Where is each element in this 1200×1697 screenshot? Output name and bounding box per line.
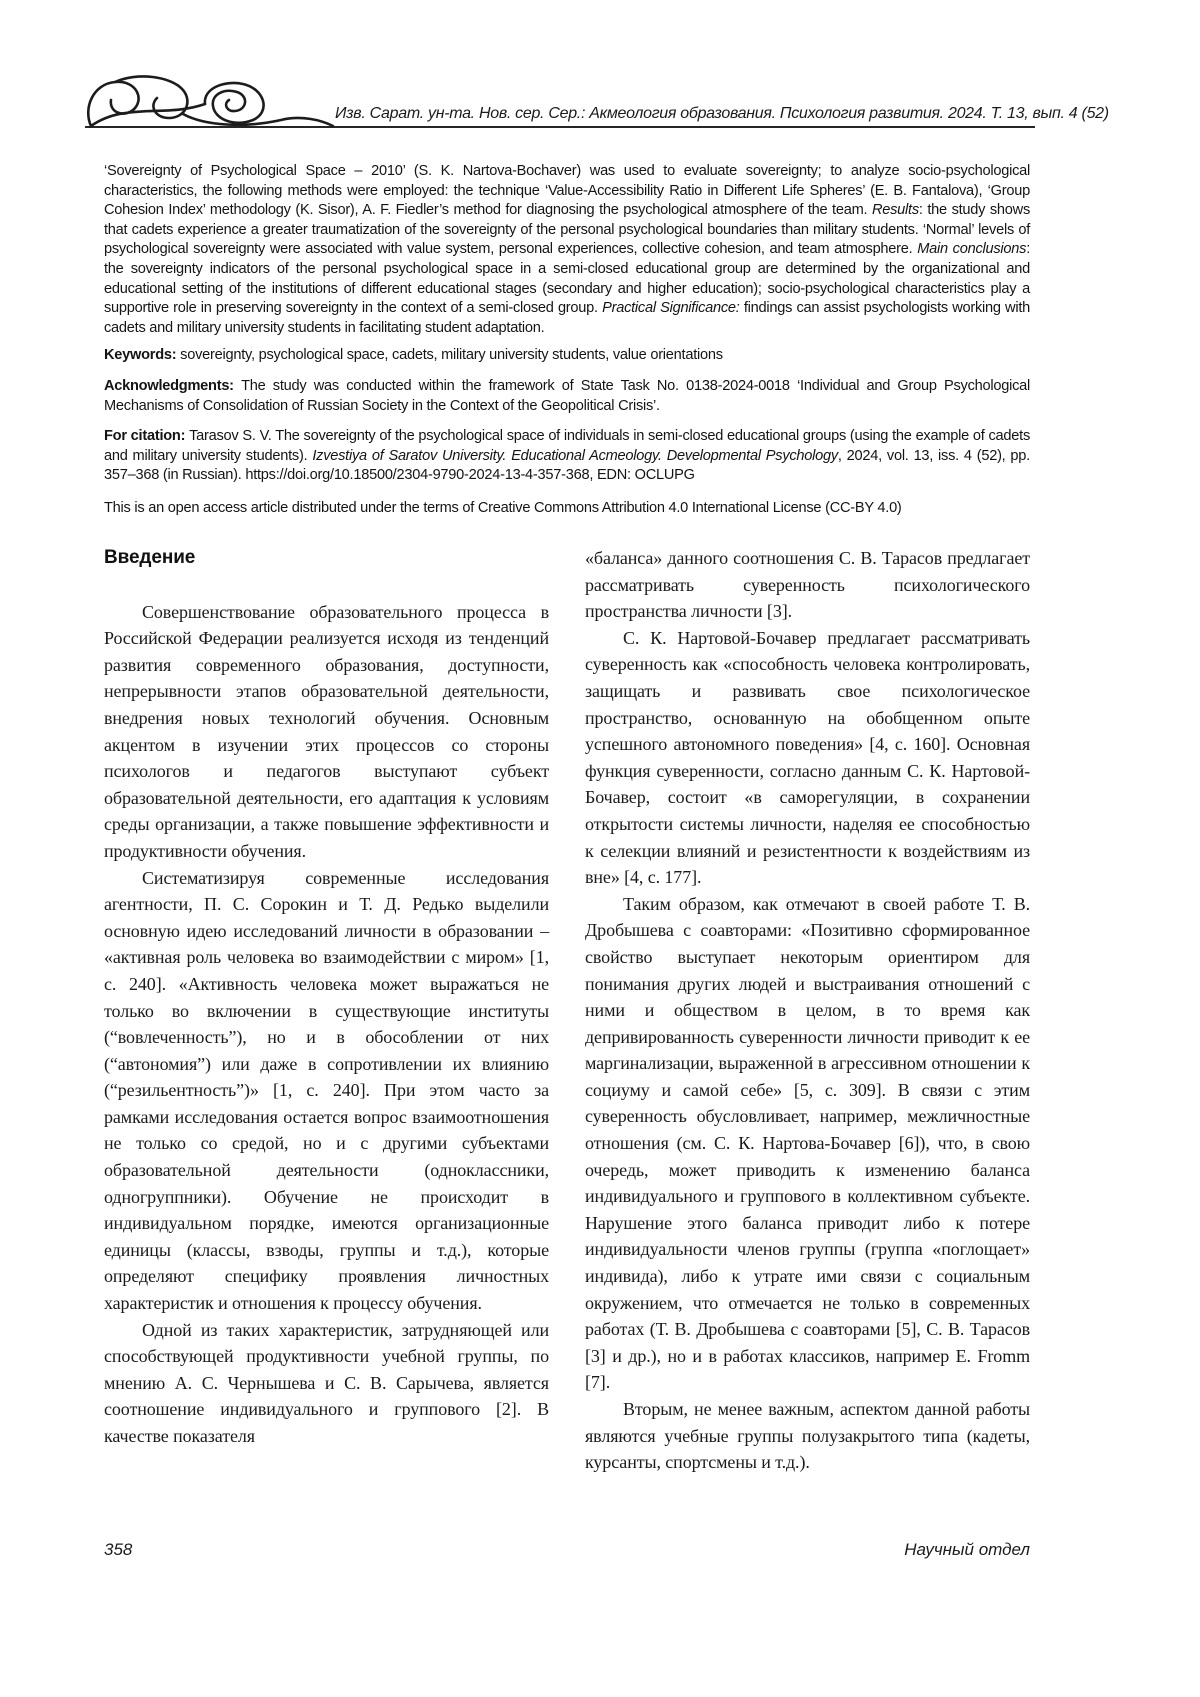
keywords-text: sovereignty, psychological space, cadets, military university students, value orientations [180,347,723,364]
body-paragraph: Совершенствование образовательного процесса в Российской Федерации реализуется исходя из тенденций развития современного образования, доступности, непрерывности этапов образовательной деятельности, внедрения новых технологий обучения. Основным акцентом в изучении этих процессов со стороны психологов и педагогов выступают субъект образовательной деятельности, его адаптация к условиям среды организации, а также повышение эффективности и продуктивности обучения. [104,601,549,861]
abstract-text [104,162,1030,338]
for-citation-line [104,427,1030,486]
abstract-seg: : the study shows that cadets experience a greater traumatization of the sovereignty of the personal psychological boundaries than military students. ‘Normal’ levels of psychological sovereignty were associated with value system, personal experiences, collective cohesion, and team atmosphere. [104,202,1030,258]
abstract-practical-label: Practical Significance: [602,300,740,317]
abstract-seg: ‘Sovereignty of Psychological Space – 2010’ (S. K. Nartova-Bochaver) was used to evaluate sovereignty; to analyze socio-psychological characteristics, the following methods were employed: the technique ‘Value-Accessibility Ratio in Different Life Spheres’ (E. B. Fantalova), ‘Group Cohesion Index’ methodology (K. Sisor), A. F. Fiedler’s method for diagnosing the psychological atmosphere of the team. [104,163,1030,219]
section-heading-introduction: Введение [104,547,196,568]
open-access-note: This is an open access article distributed under the terms of Creative Commons Attribution 4.0 International License (CC-BY 4.0) [104,499,902,516]
page-number: 358 [104,1540,133,1559]
article-meta [104,162,1030,519]
abstract-seg: findings can assist psychologists working with cadets and military university students in facilitating student adaptation. [104,300,1030,336]
article-body [104,545,1030,1476]
acknowledgments-text: The study was conducted within the framework of State Task No. 0138-2024-0018 ‘Individual and Group Psychological Mechanisms of Consolidation of Russian Society in the Context of the Geopolitical Crisis’. [104,377,1031,414]
body-paragraph: Вторым, не менее важным, аспектом данной работы являются учебные группы полузакрытого типа (кадеты, курсанты, спортсмены и т.д.). [585,1399,1030,1473]
abstract-seg: : the sovereignty indicators of the personal psychological space in a semi-closed educational group are determined by the organizational and educational setting of the institutions of different educational stages (secondary and higher education); socio-psychological characteristics play a supportive role in preserving sovereignty in the context of a semi-closed group. [104,241,1030,317]
page-header [85,68,1109,128]
ornament-rose-icon [85,74,335,130]
left-column [104,545,549,1476]
citation-journal-name: Izvestiya of Saratov University. Educational Acmeology. Developmental Psychology [312,447,838,464]
acknowledgments-label: Acknowledgments: [104,377,242,394]
for-citation-label: For citation: [104,428,190,445]
body-paragraph-continuation: «баланса» данного соотношения С. В. Тарасов предлагает рассматривать суверенность психологического пространства личности [3]. [585,548,1030,622]
journal-title: Изв. Сарат. ун-та. Нов. сер. Сер.: Акмеология образования. Психология развития. 2024. Т. 13, вып. 4 (52) [335,105,1109,122]
right-column [585,545,1030,1476]
abstract-results-label: Results [871,202,919,219]
body-paragraph: Таким образом, как отмечают в своей работе Т. В. Дробышева с соавторами: «Позитивно сформированное свойство выступает некоторым ориентиром для понимания других людей и выстраивания отношений с ними и обществом в целом, в то время как депривированность суверенности личности приводит к ее маргинализации, выраженной в агрессивном отношении к социуму и самой себе» [5, с. 309]. В связи с этим суверенность обусловливает, например, межличностные отношения (см. С. К. Нартова-Бочавер [6]), что, в свою очередь, может приводить к изменению баланса индивидуального и группового в коллективном субъекте. Нарушение этого баланса приводит либо к потере индивидуальности членов группы (группа «поглощает» индивида), либо к утрате ими связи с социальным окружением, что отмечается не только в современных работах (Т. В. Дробышева с соавторами [5], С. В. Тарасов [3] и др.), но и в работах классиков, например E. Fromm [7]. [585,893,1030,1393]
body-paragraph: Одной из таких характеристик, затрудняющей или способствующей продуктивности учебной группы, по мнению А. С. Чернышева и С. В. Сарычева, является соотношение индивидуального и группового [2]. В качестве показателя [104,1319,549,1446]
acknowledgments-line [104,377,1030,416]
keywords-label: Keywords: [104,347,181,364]
citation-text: Tarasov S. V. The sovereignty of the psychological space of individuals in semi-closed educational groups (using the example of cadets and military university students). [104,428,1030,464]
section-label: Научный отдел [904,1540,1030,1559]
page-footer [104,1540,1030,1560]
citation-text: , 2024, vol. 13, iss. 4 (52), pp. 357–368 (in Russian). https://doi.org/10.18500/2304-9790-2024-13-4-357-368, EDN: OCLUPG [104,447,1030,484]
keywords-line [104,346,1030,366]
abstract-main-conclusions-label: Main conclusions [917,241,1027,258]
body-paragraph: Систематизируя современные исследования агентности, П. С. Сорокин и Т. Д. Редько выделили основную идею исследований личности в образовании – «активная роль человека во взаимодействии с миром» [1, с. 240]. «Активность человека может выражаться не только во включении в существующие институты (“вовлеченность”), но и в обособлении от них (“автономия”) или даже в сопротивлении их влиянию (“резильентность”)» [1, с. 240]. При этом часто за рамками исследования остается вопрос взаимоотношения не только со средой, но и с другими субъектами образовательной деятельности (одноклассники, одногруппники). Обучение не происходит в индивидуальном порядке, имеются организационные единицы (классы, взводы, группы и т.д.), которые определяют специфику проявления личностных характеристик и отношения к процессу обучения. [104,867,549,1314]
body-paragraph: С. К. Нартовой-Бочавер предлагает рассматривать суверенность как «способность человека контролировать, защищать и развивать свое психологическое пространство, основанную на обобщенном опыте успешного автономного поведения» [4, с. 160]. Основная функция суверенности, согласно данным С. К. Нартовой-Бочавер, состоит «в саморегуляции, в сохранении открытости системы личности, наделяя ее способностью к селекции влияний и резистентности к воздействиям из вне» [4, с. 177]. [585,627,1030,888]
